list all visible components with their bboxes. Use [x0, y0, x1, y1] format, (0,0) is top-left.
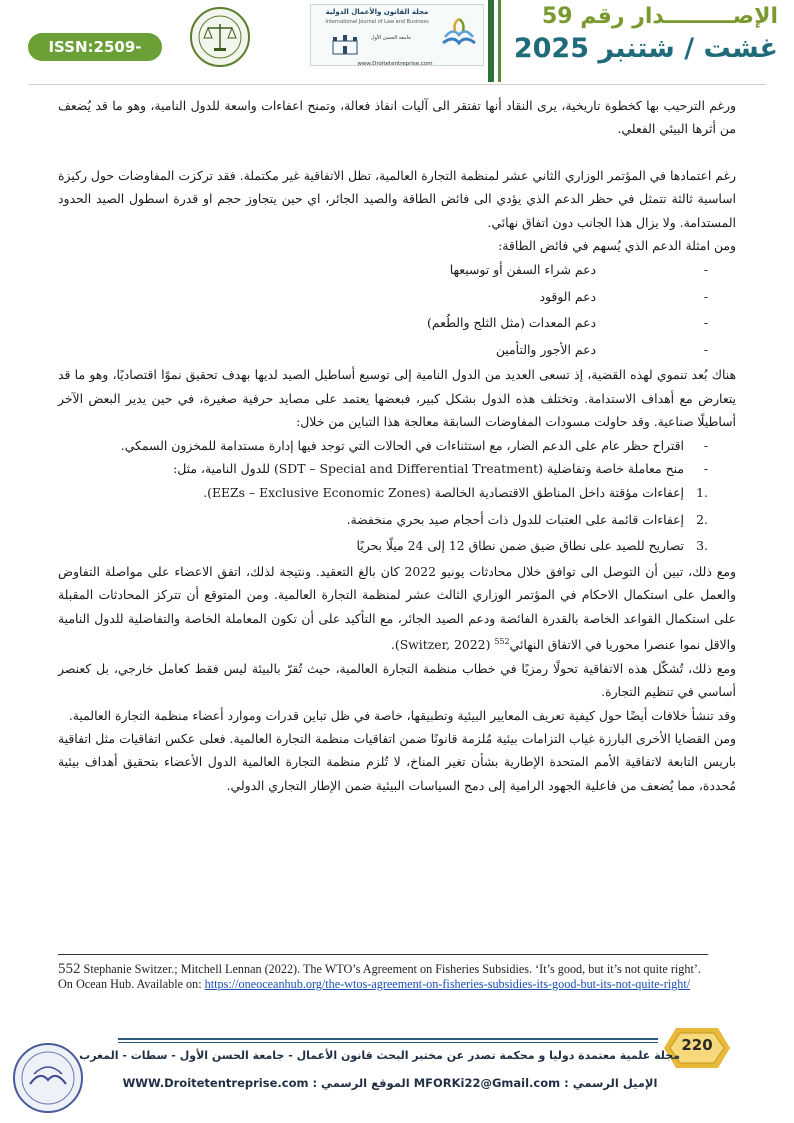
issue-date: غشت / شتنبر 2025: [513, 33, 778, 64]
list-item: [58, 337, 736, 364]
paragraph: ومن القضايا الأخرى البارزة غياب التزامات بيئية مُلزمة قانونًا ضمن اتفاقيات منظمة التجارة العالمية. فعلى عكس اتفاقيات مثل اتفاقية باريس التابعة لاتفاقية الأمم المتحدة الإطارية بشأن تغير المناخ، لا تُلزم منظمة التجارة العالمية الدول الأعضاء بتحقيق أهداف بيئية مُحددة، مما يُضعف من فاعلية الجهود الرامية إلى دمج السياسات البيئية ضمن الإطار التجاري الدولي.: [58, 730, 736, 793]
list-item: [58, 284, 736, 311]
page-number: 220: [681, 1036, 713, 1054]
sdt-measures-list: [58, 480, 736, 560]
list-item: [58, 434, 736, 457]
footnote-number: 552: [58, 961, 81, 977]
list-item-text: دعم الوقود: [539, 288, 596, 304]
item-text: إعفاءات قائمة على العتبات للدول ذات أحجام صيد بحري منخفضة.: [346, 511, 684, 527]
issue-line: [508, 4, 778, 29]
issn-badge: ISSN:2509-0291: [28, 33, 162, 61]
numbered-item: [58, 480, 736, 507]
issue-info: [508, 4, 778, 64]
footer-journal-info: مجلة علمية معتمدة دوليا و محكمة تصدر عن مختبر البحث قانون الأعمال - جامعة الحسن الأول - سطات - المغرب: [79, 1049, 680, 1062]
footer-divider-thin: [118, 1042, 658, 1043]
open-book-icon: [439, 13, 479, 53]
footnote-divider: [58, 954, 708, 955]
footnote-reference[interactable]: 552: [494, 637, 510, 647]
paragraph-text: ومع ذلك، تبين أن التوصل الى توافق خلال محادثات يونيو 2022 كان بالغ التعقيد. ونتيجة لذلك، اتفق الاعضاء على مواصلة التفاوض والعمل على استكمال الاحكام في المؤتمر الوزاري الثالث عشر لمنظمة التجارة العالمية. ومن المتوقع أن تتركز المحادثات المقبلة على استكمال القواعد الخاصة بالقدرة الفائضة ودعم الصيد الجائر، مع التأكيد على أن تكون المعاملة الخاصة والتفاضلية للدول النامية والاقل نموا عنصرا محوريا في الاتفاق النهائي: [58, 563, 736, 653]
paragraph: ومع ذلك، تُشكّل هذه الاتفاقية تحولًا رمزيًا في خطاب منظمة التجارة العالمية، حيث تُقرّ بالبيئة ليس فقط كعامل خارجي، بل كعنصر أساسي في تنظيم التجارة.: [58, 660, 736, 700]
list-item-text: دعم المعدات (مثل الثلج والطُعم): [427, 315, 596, 331]
list-item-text: اقتراح حظر عام على الدعم الضار، مع استثناءات في الحالات التي توجد فيها إدارة مستدامة للمخزون السمكي.: [120, 437, 684, 453]
footnote: [58, 962, 718, 992]
issue-label: الإصـــــــــدار رقم: [580, 4, 778, 29]
director-seal-icon: [10, 1040, 86, 1116]
paragraph: [58, 560, 736, 657]
list-dash: -: [703, 461, 708, 477]
list-item: [58, 310, 736, 337]
journal-banner: [310, 4, 484, 66]
list-item: [58, 257, 736, 284]
article-body: [58, 94, 736, 797]
banner-title: مجلة القانون والأعمال الدولية: [325, 8, 429, 16]
banner-subtitle: International Journal of Law and Business: [325, 19, 429, 25]
list-dash: -: [703, 288, 708, 304]
laboratory-seal-icon: [178, 6, 262, 68]
banner-university: جامعة الحسن الأول: [370, 35, 412, 41]
castle-icon: [331, 33, 359, 55]
draft-approaches-list: [58, 434, 736, 481]
footer-divider: [118, 1038, 658, 1040]
item-text: إعفاءات مؤقتة داخل المناطق الاقتصادية الخالصة (EEZs – Exclusive Economic Zones).: [203, 485, 684, 501]
list-dash: -: [703, 341, 708, 357]
paragraph: ومن امثلة الدعم الذي يُسهم في فائض الطاقة:: [498, 238, 736, 254]
footer-contact-info: الإميل الرسمي : MFORKi22@Gmail.com الموقع الرسمي : WWW.Droitetentreprise.com: [122, 1076, 658, 1090]
list-item-text: دعم الأجور والتأمين: [495, 341, 596, 357]
paragraph: ورغم الترحيب بها كخطوة تاريخية، يرى النقاد أنها تفتقر الى آليات انفاذ فعالة، وتمنح اعفاءات واسعة للدول النامية، وهو ما قد يُضعف من أثرها البيئي الفعلي.: [58, 98, 736, 137]
header-vertical-bar-thin: [498, 0, 501, 82]
header-divider: [28, 84, 766, 85]
item-number: 1.: [696, 485, 708, 501]
subsidy-examples-list: [58, 257, 736, 363]
list-dash: -: [703, 437, 708, 453]
list-item-text: منح معاملة خاصة وتفاضلية (SDT – Special and Differential Treatment) للدول النامية، مثل:: [173, 461, 684, 477]
paragraph: وقد تنشأ خلافات أيضًا حول كيفية تعريف المعايير البيئية وتطبيقها، خاصة في ظل تباين قدرات وموارد أعضاء منظمة التجارة العالمية.: [68, 707, 736, 723]
issue-number: 59: [541, 4, 573, 29]
page-header: [0, 0, 794, 86]
footnote-link[interactable]: https://oneoceanhub.org/the-wtos-agreement-on-fisheries-subsidies-its-good-but-its-not-quite-right/: [204, 977, 691, 991]
item-number: 2.: [696, 511, 708, 527]
item-number: 3.: [696, 538, 708, 554]
paragraph: رغم اعتمادها في المؤتمر الوزاري الثاني عشر لمنظمة التجارة العالمية، تظل الاتفاقية غير مكتملة. فقد تركزت المفاوضات حول ركيزة اساسية ثالثة تتمثل في حظر الدعم الذي يؤدي الى فائض الطاقة والصيد الجائر، اي حين يتجاوز حجم او قدرة اسطول الصيد الحدود المستدامة. ولا يزال هذا الجانب دون اتفاق نهائي.: [58, 167, 736, 230]
banner-url: www.Droitetentreprise.com: [357, 61, 433, 67]
list-item-text: دعم شراء السفن أو توسيعها: [449, 262, 596, 278]
header-vertical-bar: [488, 0, 494, 82]
list-dash: -: [703, 315, 708, 331]
citation: (Switzer, 2022).: [390, 637, 495, 653]
list-dash: -: [703, 262, 708, 278]
item-text: تصاريح للصيد على نطاق ضيق ضمن نطاق 12 إلى 24 ميلًا بحريًا: [356, 538, 684, 554]
list-item: [58, 457, 736, 480]
paragraph-gap: [58, 141, 736, 164]
footnote-text: Stephanie Switzer.; Mitchell Lennan (2022). The WTO’s Agreement on Fisheries Subsidies. ‘It’s good, but it’s not quite right’. On Ocean Hub. Available on:: [58, 962, 701, 991]
paragraph: هناك بُعد تنموي لهذه القضية، إذ تسعى العديد من الدول النامية إلى توسيع أساطيل الصيد لديها بهدف تحقيق نموًا اقتصاديًا، وهو ما قد يتعارض مع أهداف الاستدامة. وتختلف هذه الدول بشكل كبير، فبعضها يعتمد على مصايد حرفية صغيرة، في حين يدير البعض الآخر أساطيلًا صناعية. وقد حاولت مسودات المفاوضات السابقة معالجة هذا التباين من خلال:: [58, 367, 736, 430]
numbered-item: [58, 507, 736, 534]
numbered-item: [58, 533, 736, 560]
